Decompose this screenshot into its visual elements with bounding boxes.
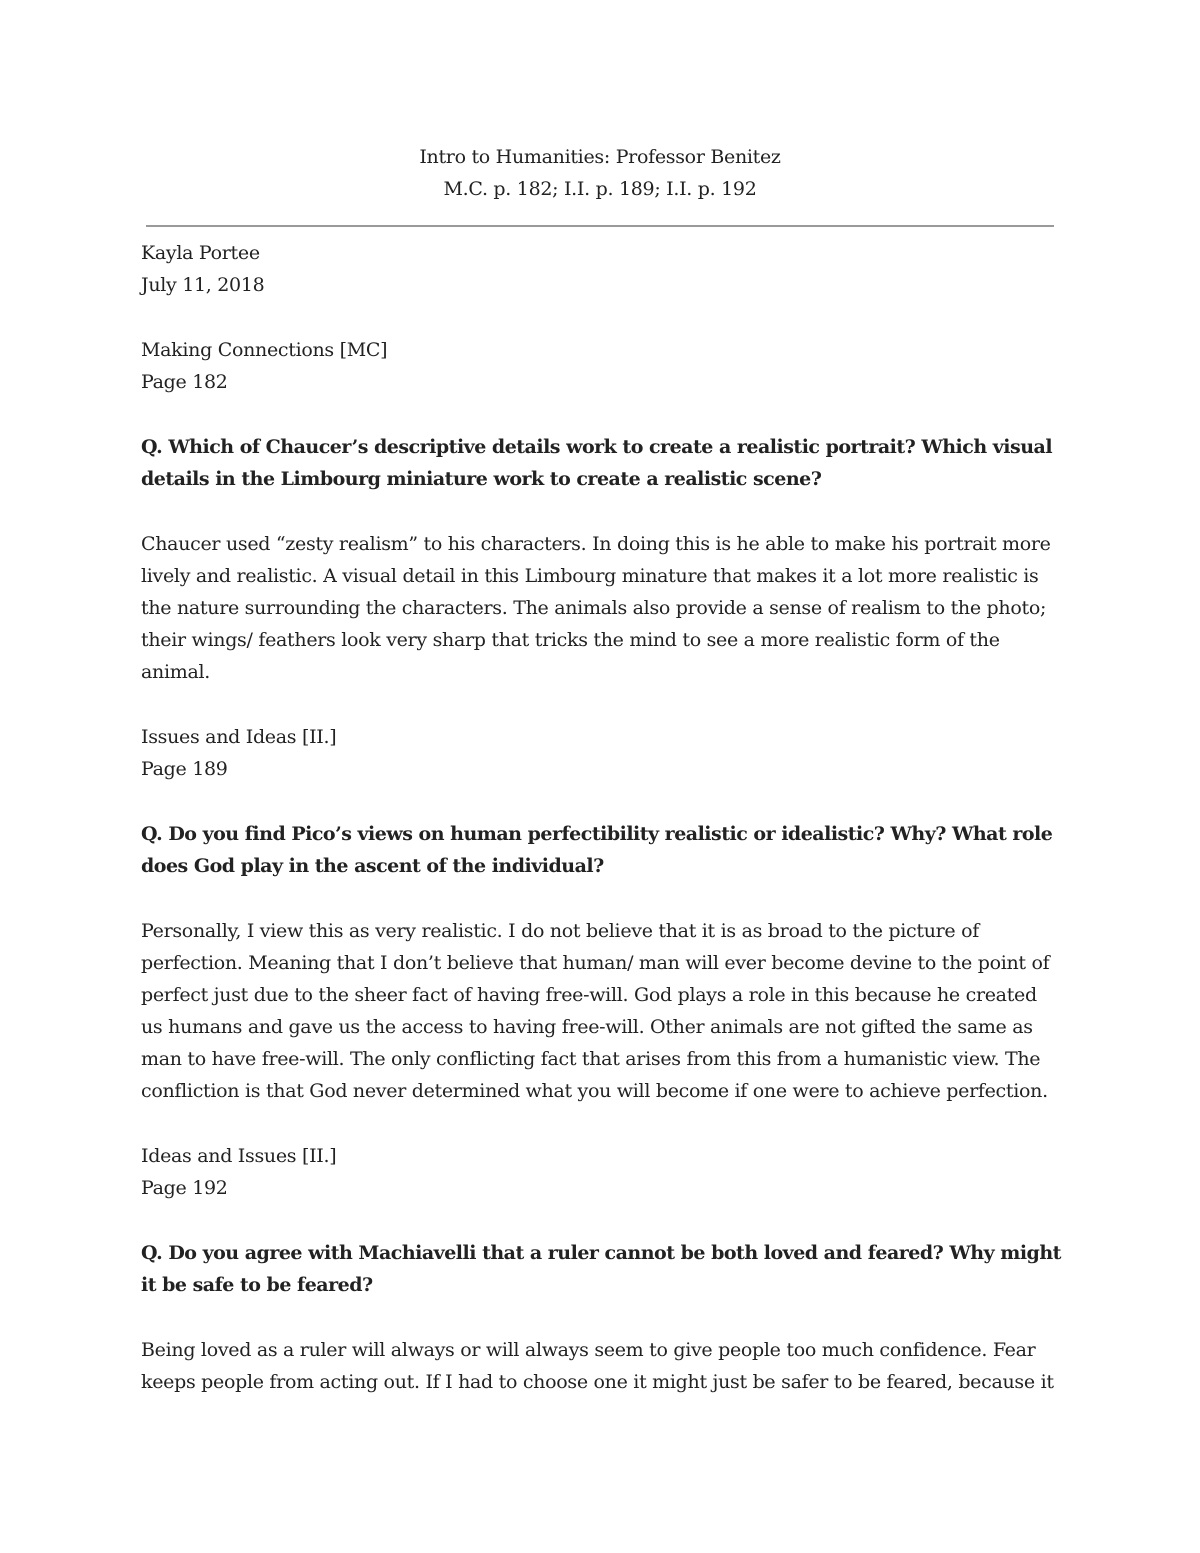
answer-line: lively and realistic. A visual detail in this Limbourg minature that makes it a lot more realistic is — [141, 565, 1039, 587]
question — [141, 818, 1066, 882]
section-page: Page 182 — [141, 371, 228, 393]
question-line: Q. Do you find Pico’s views on human perfectibility realistic or idealistic? Why? What role — [141, 823, 1053, 845]
answer — [141, 915, 1066, 1107]
section-making-connections — [141, 334, 1066, 688]
section-page: Page 192 — [141, 1177, 228, 1199]
answer-line: Chaucer used “zesty realism” to his characters. In doing this is he able to make his portrait more — [141, 533, 1051, 555]
page-references: M.C. p. 182; I.I. p. 189; I.I. p. 192 — [443, 178, 757, 200]
answer-line: the nature surrounding the characters. The animals also provide a sense of realism to the photo; — [141, 597, 1047, 619]
course-title: Intro to Humanities: Professor Benitez — [419, 146, 781, 168]
document-body — [141, 237, 1066, 1398]
question-line: does God play in the ascent of the individual? — [141, 855, 604, 877]
section-heading: Issues and Ideas [II.] — [141, 726, 337, 748]
question-line: Q. Do you agree with Machiavelli that a ruler cannot be both loved and feared? Why might — [141, 1242, 1061, 1264]
document-header — [0, 141, 1200, 205]
question-line: Q. Which of Chaucer’s descriptive details work to create a realistic portrait? Which visual — [141, 436, 1053, 458]
answer-line: confliction is that God never determined what you will become if one were to achieve perfection. — [141, 1080, 1048, 1102]
document-date: July 11, 2018 — [141, 274, 265, 296]
section-ideas-and-issues — [141, 1140, 1066, 1398]
answer-line: animal. — [141, 661, 211, 683]
section-heading: Ideas and Issues [II.] — [141, 1145, 337, 1167]
answer-line: perfection. Meaning that I don’t believe that human/ man will ever become devine to the point of — [141, 952, 1050, 974]
answer-line: Personally, I view this as very realistic. I do not believe that it is as broad to the picture of — [141, 920, 979, 942]
answer — [141, 1334, 1066, 1398]
answer-line: man to have free-will. The only conflicting fact that arises from this from a humanistic view. The — [141, 1048, 1041, 1070]
section-heading: Making Connections [MC] — [141, 339, 388, 361]
answer — [141, 528, 1066, 688]
answer-line: their wings/ feathers look very sharp that tricks the mind to see a more realistic form of the — [141, 629, 1000, 651]
section-page: Page 189 — [141, 758, 228, 780]
header-divider — [146, 225, 1054, 227]
question — [141, 431, 1066, 495]
question-line: details in the Limbourg miniature work to create a realistic scene? — [141, 468, 822, 490]
answer-line: us humans and gave us the access to having free-will. Other animals are not gifted the same as — [141, 1016, 1033, 1038]
author-name: Kayla Portee — [141, 242, 260, 264]
answer-line: keeps people from acting out. If I had to choose one it might just be safer to be feared, because it — [141, 1371, 1054, 1393]
question — [141, 1237, 1066, 1301]
section-issues-and-ideas — [141, 721, 1066, 1107]
question-line: it be safe to be feared? — [141, 1274, 373, 1296]
answer-line: perfect just due to the sheer fact of having free-will. God plays a role in this because he created — [141, 984, 1037, 1006]
answer-line: Being loved as a ruler will always or will always seem to give people too much confidence. Fear — [141, 1339, 1036, 1361]
